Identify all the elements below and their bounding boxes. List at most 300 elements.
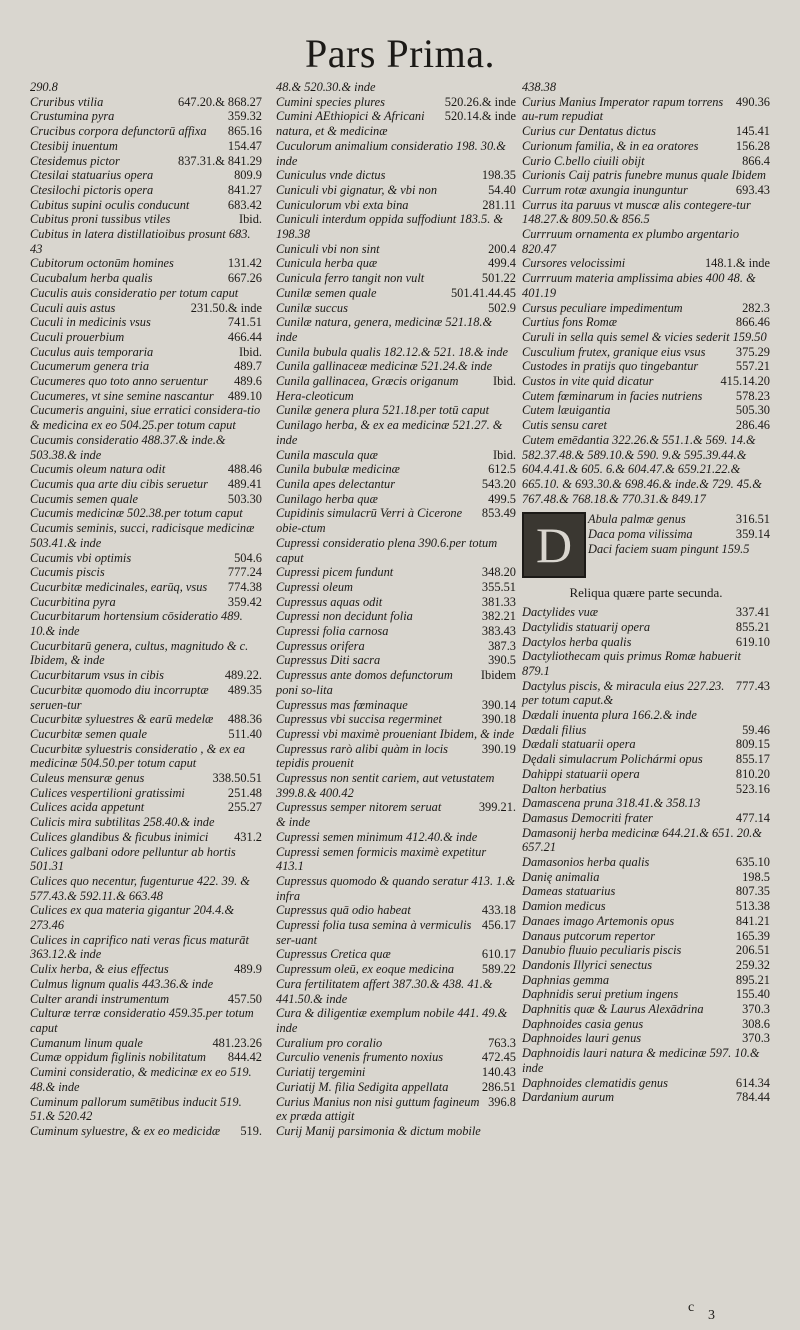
index-entry (276, 903, 516, 918)
entry-page-ref: 415.14.20 (720, 374, 770, 389)
index-entry (30, 506, 262, 521)
index-entry (30, 1124, 262, 1139)
entry-page-ref: 348.20 (481, 565, 516, 580)
index-entry (276, 580, 516, 595)
entry-text: Cunilago herba, & ex ea medicinæ 521.27. & inde (276, 418, 503, 447)
entry-text: Cucurbitarum hortensium cōsideratio 489. 10.& inde (30, 609, 243, 639)
index-entry (522, 1002, 770, 1017)
index-entry (30, 668, 262, 683)
index-entry (276, 506, 516, 535)
entry-text: Dandonis Illyrici senectus (522, 957, 653, 972)
entry-page-ref: 853.49 (481, 506, 516, 521)
entry-page-ref: 557.21 (735, 359, 770, 374)
entry-page-ref: 148.1.& inde (704, 256, 770, 271)
index-entry (276, 418, 516, 447)
entry-text: Cupressi picem fundunt (276, 565, 394, 580)
entry-page-ref: 505.30 (735, 403, 770, 418)
entry-text: Cupressus non sentit cariem, aut vetustatem 399.8.& 400.42 (276, 771, 495, 800)
index-entry (522, 649, 770, 678)
entry-page-ref: 610.17 (481, 947, 516, 962)
entry-text: Cusculium frutex, granique eius vsus (522, 344, 706, 359)
entry-text: Curionum familia, & in ea oratores (522, 138, 699, 153)
index-entry (30, 786, 262, 801)
entry-page-ref: 155.40 (735, 987, 770, 1002)
index-entry (276, 1006, 516, 1035)
index-entry (522, 139, 770, 154)
entry-page-ref: 198.35 (481, 168, 516, 183)
entry-text: Cucumis consideratio 488.37.& inde.& 503.38.& inde (30, 432, 226, 462)
index-entry (522, 271, 770, 300)
entry-page-ref: 511.40 (228, 726, 262, 741)
entry-text: Cucumis piscis (30, 565, 105, 580)
entry-text: Cucurbitæ semen quale (30, 726, 148, 741)
entry-text: Cuniculi interdum oppida suffodiunt 183.5. & 198.38 (276, 212, 504, 242)
entry-text: Cupressi oleum (276, 579, 353, 594)
index-entry (30, 1095, 262, 1124)
index-entry (30, 477, 262, 492)
entry-page-ref: 499.4 (488, 256, 516, 271)
entry-page-ref: 647.20.& 868.27 (178, 94, 262, 109)
entry-text: Dædali inuenta plura 166.2.& inde (522, 708, 697, 723)
entry-text: Cunilago herba quæ (276, 491, 378, 506)
entry-text: Curiatij M. filia Sedigita appellata (276, 1079, 449, 1094)
entry-text: Culmus lignum qualis 443.36.& inde (30, 976, 214, 991)
entry-text: Cunilæ genera plura 521.18.per totū caput (276, 403, 490, 418)
entry-text: Cura & diligentiæ exemplum nobile 441. 49.& inde (276, 1006, 508, 1035)
index-entry (30, 227, 262, 256)
entry-text: Cunilæ natura, genera, medicinæ 521.18.& inde (276, 315, 493, 344)
index-column-1 (30, 80, 262, 1139)
index-entry (30, 271, 262, 286)
index-entry (30, 551, 262, 566)
entry-page-ref: 809.15 (735, 737, 770, 752)
entry-text: Curculio venenis frumento noxius (276, 1050, 444, 1065)
entry-text: Daci faciem suam pingunt 159.5 (588, 541, 750, 556)
index-entry (522, 359, 770, 374)
entry-page-ref: 513.38 (735, 899, 770, 914)
entry-text: Crustumina pyra (30, 109, 115, 124)
index-entry (276, 977, 516, 1006)
index-entry (522, 1031, 770, 1046)
index-entry (522, 1046, 770, 1075)
index-entry (30, 256, 262, 271)
entry-text: Cucurbitæ syluestres & earū medelæ (30, 712, 214, 727)
index-entry (30, 212, 262, 227)
entry-text: Cupidinis simulacrū Verri à Cicerone obie-ctum (276, 506, 463, 536)
entry-page-ref: 259.32 (735, 957, 770, 972)
entry-page-ref: 390.5 (488, 653, 516, 668)
index-entry (522, 1076, 770, 1091)
entry-text: Crucibus corpora defunctorū affixa (30, 124, 207, 139)
index-entry (522, 154, 770, 169)
entry-page-ref: 667.26 (227, 271, 262, 286)
index-entry (30, 639, 262, 668)
entry-page-ref: 466.44 (227, 329, 262, 344)
entry-page-ref: 200.4 (488, 241, 516, 256)
entry-text: Cunila gallinaceæ medicinæ 521.24.& inde (276, 359, 493, 374)
entry-page-ref: 370.3 (742, 1002, 770, 1017)
entry-page-ref: 381.33 (481, 594, 516, 609)
entry-text: Cutis sensu caret (522, 418, 607, 433)
entry-page-ref: 866.4 (742, 153, 770, 168)
entry-page-ref: 763.3 (488, 1035, 516, 1050)
initial-lines (588, 512, 770, 556)
entry-text: Cunilæ succus (276, 300, 348, 315)
entry-page-ref: 456.17 (481, 918, 516, 933)
entry-page-ref: 251.48 (227, 785, 262, 800)
entry-text: Daphnoides lauri genus (522, 1031, 642, 1046)
entry-page-ref: Ibid. (492, 374, 516, 389)
entry-page-ref: 523.16 (735, 781, 770, 796)
index-entry (522, 433, 770, 507)
index-entry (276, 815, 516, 830)
entry-text: Curiatij tergemini (276, 1065, 366, 1080)
index-entry (276, 183, 516, 198)
entry-text: Dactylides vuæ (522, 605, 599, 620)
index-entry (30, 301, 262, 316)
entry-text: Cucumeres quo toto anno seruentur (30, 374, 208, 389)
entry-text: Cubitorum octonūm homines (30, 256, 174, 271)
entry-text: Cucumis seminis, succi, radicisque medicinæ 503.41.& inde (30, 521, 255, 550)
index-entry (276, 286, 516, 301)
index-entry (522, 605, 770, 620)
entry-page-ref: 589.22 (481, 962, 516, 977)
index-entry (30, 154, 262, 169)
entry-text: Dędali simulacrum Polichármi opus (522, 752, 703, 767)
index-entry (30, 345, 262, 360)
index-entry (276, 80, 516, 95)
index-entry (30, 903, 262, 932)
entry-text: Cupressus quomodo & quando seratur 413. 1.& infra (276, 873, 516, 903)
entry-text: Culices in caprifico nati veras ficus maturāt 363.12.& inde (30, 932, 249, 962)
index-entry (522, 418, 770, 433)
index-entry (522, 723, 770, 738)
entry-text: Dactylidis statuarij opera (522, 619, 651, 634)
entry-page-ref: 837.31.& 841.29 (178, 153, 262, 168)
entry-text: Danaus putcorum repertor (522, 928, 656, 943)
entry-text: Curionis Caij patris funebre munus quale Ibidem (522, 168, 766, 183)
entry-text: Cuniculi vbi non sint (276, 241, 380, 256)
entry-page-ref: 370.3 (742, 1031, 770, 1046)
entry-text: Culter arandi instrumentum (30, 991, 170, 1006)
entry-text: Cunila mascula quæ (276, 447, 378, 462)
index-entry (276, 742, 516, 771)
index-entry (522, 855, 770, 870)
index-entry (30, 977, 262, 992)
index-entry (30, 95, 262, 110)
index-entry (276, 536, 516, 565)
entry-text: Ctesidemus pictor (30, 153, 120, 168)
index-entry (276, 1080, 516, 1095)
entry-text: Cupressus mas fœminaque (276, 697, 408, 712)
entry-page-ref: 457.50 (227, 991, 262, 1006)
entry-page-ref: 807.35 (735, 884, 770, 899)
index-entry (30, 742, 262, 771)
index-entry (30, 359, 262, 374)
entry-text: Cucurbitarū genera, cultus, magnitudo & c. Ibidem, & inde (30, 638, 249, 668)
entry-text: Curij Manij parsimonia & dictum mobile (276, 1123, 481, 1138)
index-entry (30, 124, 262, 139)
entry-text: Cupressus orifera (276, 638, 365, 653)
entry-text: 438.38 (522, 80, 557, 94)
entry-text: Cunicula herba quæ (276, 256, 378, 271)
section-note: Reliqua quære parte secunda. (569, 585, 723, 601)
index-entry (30, 462, 262, 477)
entry-page-ref: 519. (240, 1123, 262, 1138)
entry-page-ref: 359.42 (227, 594, 262, 609)
entry-text: Dactyliothecam quis primus Romæ habuerit 879.1 (522, 649, 741, 678)
entry-page-ref: 809.9 (234, 168, 262, 183)
index-entry (522, 227, 770, 256)
entry-text: Cumanum linum quale (30, 1035, 143, 1050)
index-entry (30, 727, 262, 742)
entry-page-ref: 382.21 (481, 609, 516, 624)
index-entry (30, 315, 262, 330)
entry-page-ref: 489.9 (234, 962, 262, 977)
index-entry (30, 874, 262, 903)
index-entry (276, 139, 516, 168)
entry-page-ref: 488.46 (227, 462, 262, 477)
index-entry (30, 403, 262, 432)
entry-text: Daphnoides casia genus (522, 1016, 644, 1031)
entry-page-ref: 619.10 (735, 634, 770, 649)
entry-page-ref: 501.41.44.45 (450, 285, 516, 300)
index-entry (522, 95, 770, 124)
entry-page-ref: 481.23.26 (212, 1035, 262, 1050)
index-entry (276, 639, 516, 654)
entry-text: Cucumis medicinæ 502.38.per totum caput (30, 506, 243, 521)
entry-text: Curius cur Dentatus dictus (522, 124, 656, 139)
entry-text: Culeus mensuræ genus (30, 771, 145, 786)
entry-text: Curtius fons Romæ (522, 315, 618, 330)
index-entry (276, 771, 516, 800)
index-entry (30, 962, 262, 977)
index-entry (30, 683, 262, 712)
entry-page-ref: 841.27 (227, 182, 262, 197)
decorated-initial-letter: D (522, 512, 586, 578)
entry-text: Dameas statuarius (522, 884, 616, 899)
entry-text: Daphnidis serui pretium ingens (522, 987, 679, 1002)
entry-page-ref: 489.22. (224, 668, 262, 683)
entry-page-ref: 499.5 (488, 491, 516, 506)
entry-text: Ctesilai statuarius opera (30, 168, 154, 183)
entry-text: Cupressus ante domos defunctorum poni so-lita (276, 668, 453, 697)
entry-text: Currruum materia amplissima abies 400 48. & 401.19 (522, 271, 756, 300)
entry-text: Cupressi semen formicis maximè expetitur 413.1 (276, 844, 487, 874)
entry-text: Cuminum pallorum sumētibus inducit 519. 51.& 520.42 (30, 1094, 242, 1124)
entry-text: Dardanium aurum (522, 1090, 615, 1105)
entry-text: Cuculus auis temporaria (30, 344, 154, 359)
entry-page-ref: 390.18 (481, 712, 516, 727)
entry-text: Curius Manius Imperator rapum torrens au-rum repudiat (522, 94, 724, 124)
entry-page-ref: 520.26.& inde (444, 94, 516, 109)
entry-text: Culices quo necentur, fugenturue 422. 39. & 577.43.& 592.11.& 663.48 (30, 873, 250, 903)
index-entry (522, 315, 770, 330)
entry-page-ref: 431.2 (234, 829, 262, 844)
index-entry (276, 845, 516, 874)
entry-text: Cupressi folia carnosa (276, 624, 389, 639)
entry-text: Cumini consideratio, & medicinæ ex eo 519. 48.& inde (30, 1065, 252, 1094)
entry-text: Danubio fluuio peculiaris piscis (522, 943, 682, 958)
entry-page-ref: 433.18 (481, 903, 516, 918)
index-entry (276, 242, 516, 257)
index-entry (276, 1124, 516, 1139)
index-entry (276, 874, 516, 903)
entry-text: Cuniculus vnde dictus (276, 168, 386, 183)
entry-page-ref: 520.14.& inde (444, 109, 516, 124)
page-number: 3 (708, 1308, 715, 1323)
index-entry (276, 198, 516, 213)
index-entry (276, 256, 516, 271)
index-entry (522, 679, 770, 708)
entry-page-ref: 784.44 (735, 1090, 770, 1105)
entry-page-ref: 154.47 (227, 138, 262, 153)
index-entry (30, 492, 262, 507)
index-entry (30, 609, 262, 638)
index-entry (522, 301, 770, 316)
column-head: 290.8 (30, 80, 58, 94)
index-entry (276, 698, 516, 713)
entry-text: Cupressi semen minimum 412.40.& inde (276, 829, 478, 844)
index-entry (276, 947, 516, 962)
index-entry (522, 782, 770, 797)
entry-text: Daphnias gemma (522, 972, 610, 987)
entry-text: Cuculi in medicinis vsus (30, 315, 151, 330)
index-entry (276, 624, 516, 639)
index-entry (276, 1050, 516, 1065)
entry-text: Dactylos herba qualis (522, 634, 632, 649)
entry-page-ref: Ibid. (492, 447, 516, 462)
entry-page-ref: 145.41 (735, 124, 770, 139)
entry-page-ref: 206.51 (735, 943, 770, 958)
index-entry (30, 1036, 262, 1051)
entry-text: Cuniculorum vbi exta bina (276, 197, 409, 212)
index-entry (276, 403, 516, 418)
index-entry (30, 933, 262, 962)
index-entry (30, 1050, 262, 1065)
entry-text: Cupressus Diti sacra (276, 653, 381, 668)
entry-text: Dactylus piscis, & miracula eius 227.23. per totum caput.& (522, 678, 725, 708)
entry-text: Cupressi consideratio plena 390.6.per totum caput (276, 535, 498, 565)
entry-text: Cupressus semper nitorem seruat (276, 800, 442, 815)
entry-text: Cucumeres, vt sine semine nascantur (30, 388, 214, 403)
entry-page-ref: 543.20 (481, 476, 516, 491)
index-entry (522, 987, 770, 1002)
entry-text: Cunila bubula qualis 182.12.& 521. 18.& inde (276, 344, 508, 359)
entry-text: Cupressum oleū, ex eoque medicina (276, 962, 455, 977)
index-entry (276, 448, 516, 463)
entry-text: Curio C.bello ciuili obijt (522, 153, 645, 168)
entry-page-ref: 359.14 (735, 527, 770, 542)
index-entry (522, 403, 770, 418)
index-entry (30, 168, 262, 183)
index-entry (522, 767, 770, 782)
index-entry (30, 109, 262, 124)
entry-text: Custos in vite quid dicatur (522, 374, 654, 389)
index-entry (30, 771, 262, 786)
entry-text: Cucumis semen quale (30, 491, 139, 506)
entry-text: Cupressus Cretica quæ (276, 947, 391, 962)
entry-page-ref: 472.45 (481, 1050, 516, 1065)
entry-text: Curuli in sella quis semel & vicies sederit 159.50 (522, 329, 767, 344)
entry-text: Dædali filius (522, 722, 587, 737)
entry-text: Damasonios herba qualis (522, 855, 650, 870)
entry-page-ref: 316.51 (735, 512, 770, 527)
entry-page-ref: 489.6 (234, 374, 262, 389)
entry-text: Culices galbani odore pelluntur ab hortis 501.31 (30, 844, 236, 874)
index-entry (276, 565, 516, 580)
entry-page-ref: 198.5 (742, 869, 770, 884)
index-entry (276, 168, 516, 183)
entry-text: Cumini species plures (276, 94, 385, 109)
entry-page-ref: 489.41 (227, 476, 262, 491)
index-entry (522, 929, 770, 944)
entry-page-ref: 810.20 (735, 766, 770, 781)
index-entry (276, 918, 516, 947)
entry-text: Cupressi vbi maximè proueniant Ibidem, & inde (276, 726, 515, 741)
entry-page-ref: 383.43 (481, 624, 516, 639)
index-entry (522, 374, 770, 389)
index-entry (522, 737, 770, 752)
entry-text: Curius Manius non nisi guttum fagineum ex præda attigit (276, 1094, 480, 1124)
entry-text: Ctesilochi pictoris opera (30, 182, 154, 197)
signature-mark: c (688, 1300, 695, 1315)
index-entry (30, 580, 262, 595)
entry-page-ref: 489.7 (234, 359, 262, 374)
index-entry (276, 492, 516, 507)
entry-text: Cucurbitina pyra (30, 594, 116, 609)
entry-text: Cucubalum herba qualis (30, 271, 153, 286)
entry-text: Cucurbitæ medicinales, earūq, vsus (30, 579, 208, 594)
index-entry (276, 315, 516, 344)
entry-page-ref: 308.6 (742, 1016, 770, 1031)
entry-text: Damasus Democriti frater (522, 810, 653, 825)
index-entry (522, 620, 770, 635)
index-entry (276, 301, 516, 316)
entry-text: Cursores velocissimi (522, 256, 626, 271)
index-entry (276, 271, 516, 286)
index-entry (522, 826, 770, 855)
entry-text: Cupressi non decidunt folia (276, 609, 413, 624)
index-entry (522, 124, 770, 139)
entry-text: Cupressus quā odio habeat (276, 903, 411, 918)
entry-text: Cucumis qua arte diu cibis seruetur (30, 476, 208, 491)
index-entry (276, 359, 516, 374)
index-entry (522, 796, 770, 811)
entry-text: Cucumis oleum natura odit (30, 462, 166, 477)
index-entry (276, 962, 516, 977)
entry-text: Cunila bubulæ medicinæ (276, 462, 400, 477)
entry-text: Cutem emēdantia 322.26.& 551.1.& 569. 14.& 582.37.48.& 589.10.& 590. 9.& 595.39.44.& 604.4.41.& 605. 6.& 604.47.& 659.21.22.& 665.10. & 693.30.& 698.46.& inde.& 729. 45.& 767.48.& 768.18.& 770.31.& 849.17 (522, 432, 762, 506)
index-entry (30, 1006, 262, 1035)
index-entry (522, 183, 770, 198)
entry-page-ref: 396.8 (488, 1094, 516, 1109)
page-title: Pars Prima. (305, 31, 495, 76)
entry-text: Cunila apes delectantur (276, 476, 396, 491)
index-entry (276, 800, 516, 815)
entry-page-ref: 156.28 (735, 138, 770, 153)
entry-page-ref: 140.43 (481, 1065, 516, 1080)
index-entry (30, 330, 262, 345)
entry-page-ref: 777.43 (735, 678, 770, 693)
index-entry (30, 845, 262, 874)
entry-page-ref: 741.51 (227, 315, 262, 330)
entry-page-ref: 489.10 (227, 388, 262, 403)
entry-page-ref: 282.3 (742, 300, 770, 315)
index-entry (522, 256, 770, 271)
entry-page-ref: 286.46 (735, 418, 770, 433)
entry-text: Daphnitis quæ & Laurus Alexādrina (522, 1002, 704, 1017)
